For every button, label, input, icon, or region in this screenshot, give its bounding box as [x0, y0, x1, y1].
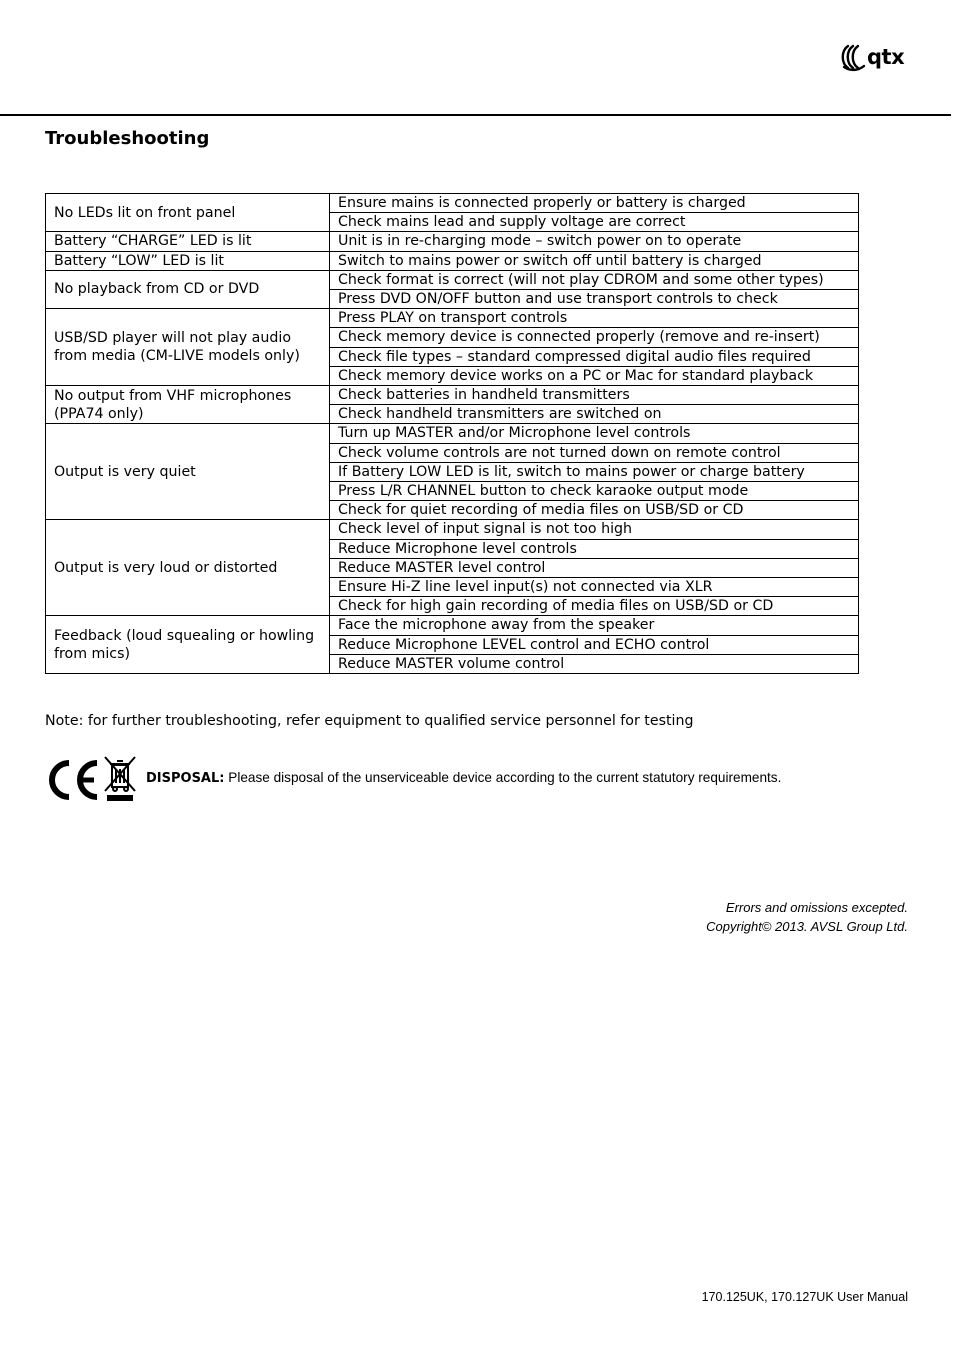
- solution-cell: Check level of input signal is not too high: [330, 520, 859, 539]
- solution-cell: Reduce Microphone level controls: [330, 539, 859, 558]
- solution-cell: Reduce MASTER volume control: [330, 654, 859, 673]
- brand-logo: [838, 40, 908, 74]
- problem-cell: USB/SD player will not play audio from media (CM-LIVE models only): [46, 309, 330, 386]
- solution-cell: Check format is correct (will not play CDROM and some other types): [330, 270, 859, 289]
- solution-cell: Ensure Hi-Z line level input(s) not connected via XLR: [330, 578, 859, 597]
- solution-cell: Check handheld transmitters are switched on: [330, 405, 859, 424]
- legal-notice: [706, 898, 908, 936]
- problem-cell: Battery “CHARGE” LED is lit: [46, 232, 330, 251]
- solution-cell: Ensure mains is connected properly or battery is charged: [330, 194, 859, 213]
- solution-cell: Check for high gain recording of media files on USB/SD or CD: [330, 597, 859, 616]
- solution-cell: Check memory device is connected properly (remove and re-insert): [330, 328, 859, 347]
- table-row: [46, 232, 859, 251]
- solution-cell: Turn up MASTER and/or Microphone level controls: [330, 424, 859, 443]
- disposal-notice: [146, 768, 781, 789]
- table-row: [46, 309, 859, 328]
- page-footer: 170.125UK, 170.127UK User Manual: [701, 1290, 908, 1304]
- table-row: [46, 270, 859, 289]
- table-row: [46, 251, 859, 270]
- table-row: [46, 424, 859, 443]
- problem-cell: Output is very loud or distorted: [46, 520, 330, 616]
- solution-cell: Unit is in re-charging mode – switch power on to operate: [330, 232, 859, 251]
- solution-cell: Check memory device works on a PC or Mac for standard playback: [330, 366, 859, 385]
- solution-cell: Reduce Microphone LEVEL control and ECHO control: [330, 635, 859, 654]
- problem-cell: Battery “LOW” LED is lit: [46, 251, 330, 270]
- page-title: Troubleshooting: [45, 128, 210, 149]
- qtx-wave-icon: [838, 42, 866, 72]
- problem-cell: Feedback (loud squealing or howling from mics): [46, 616, 330, 674]
- compliance-marks: [45, 753, 143, 803]
- solution-cell: Press DVD ON/OFF button and use transport controls to check: [330, 290, 859, 309]
- table-row: [46, 616, 859, 635]
- copyright-text: Copyright© 2013. AVSL Group Ltd.: [706, 919, 908, 934]
- solution-cell: Press PLAY on transport controls: [330, 309, 859, 328]
- solution-cell: Press L/R CHANNEL button to check karaoke output mode: [330, 482, 859, 501]
- crossed-bin-icon: [101, 753, 139, 803]
- logo-text: qtx: [867, 44, 905, 69]
- disposal-label: DISPOSAL:: [146, 771, 225, 786]
- solution-cell: Check volume controls are not turned down on remote control: [330, 443, 859, 462]
- disposal-text: Please disposal of the unserviceable device according to the current statutory requirements.: [228, 770, 782, 785]
- problem-cell: No playback from CD or DVD: [46, 270, 330, 308]
- table-row: [46, 194, 859, 213]
- solution-cell: Check mains lead and supply voltage are correct: [330, 213, 859, 232]
- troubleshooting-table-body: [46, 194, 859, 674]
- solution-cell: Check batteries in handheld transmitters: [330, 386, 859, 405]
- solution-cell: Reduce MASTER level control: [330, 558, 859, 577]
- errors-omissions-text: Errors and omissions excepted.: [725, 900, 908, 915]
- problem-cell: No output from VHF microphones (PPA74 only): [46, 386, 330, 424]
- problem-cell: No LEDs lit on front panel: [46, 194, 330, 232]
- solution-cell: If Battery LOW LED is lit, switch to mains power or charge battery: [330, 462, 859, 481]
- table-row: [46, 386, 859, 405]
- table-row: [46, 520, 859, 539]
- solution-cell: Face the microphone away from the speaker: [330, 616, 859, 635]
- troubleshooting-table: [45, 193, 859, 674]
- solution-cell: Check file types – standard compressed digital audio files required: [330, 347, 859, 366]
- ce-mark-icon: [45, 757, 101, 803]
- solution-cell: Check for quiet recording of media files on USB/SD or CD: [330, 501, 859, 520]
- problem-cell: Output is very quiet: [46, 424, 330, 520]
- header-divider: [0, 114, 951, 116]
- service-note: Note: for further troubleshooting, refer equipment to qualified service personnel for testing: [45, 713, 694, 729]
- solution-cell: Switch to mains power or switch off until battery is charged: [330, 251, 859, 270]
